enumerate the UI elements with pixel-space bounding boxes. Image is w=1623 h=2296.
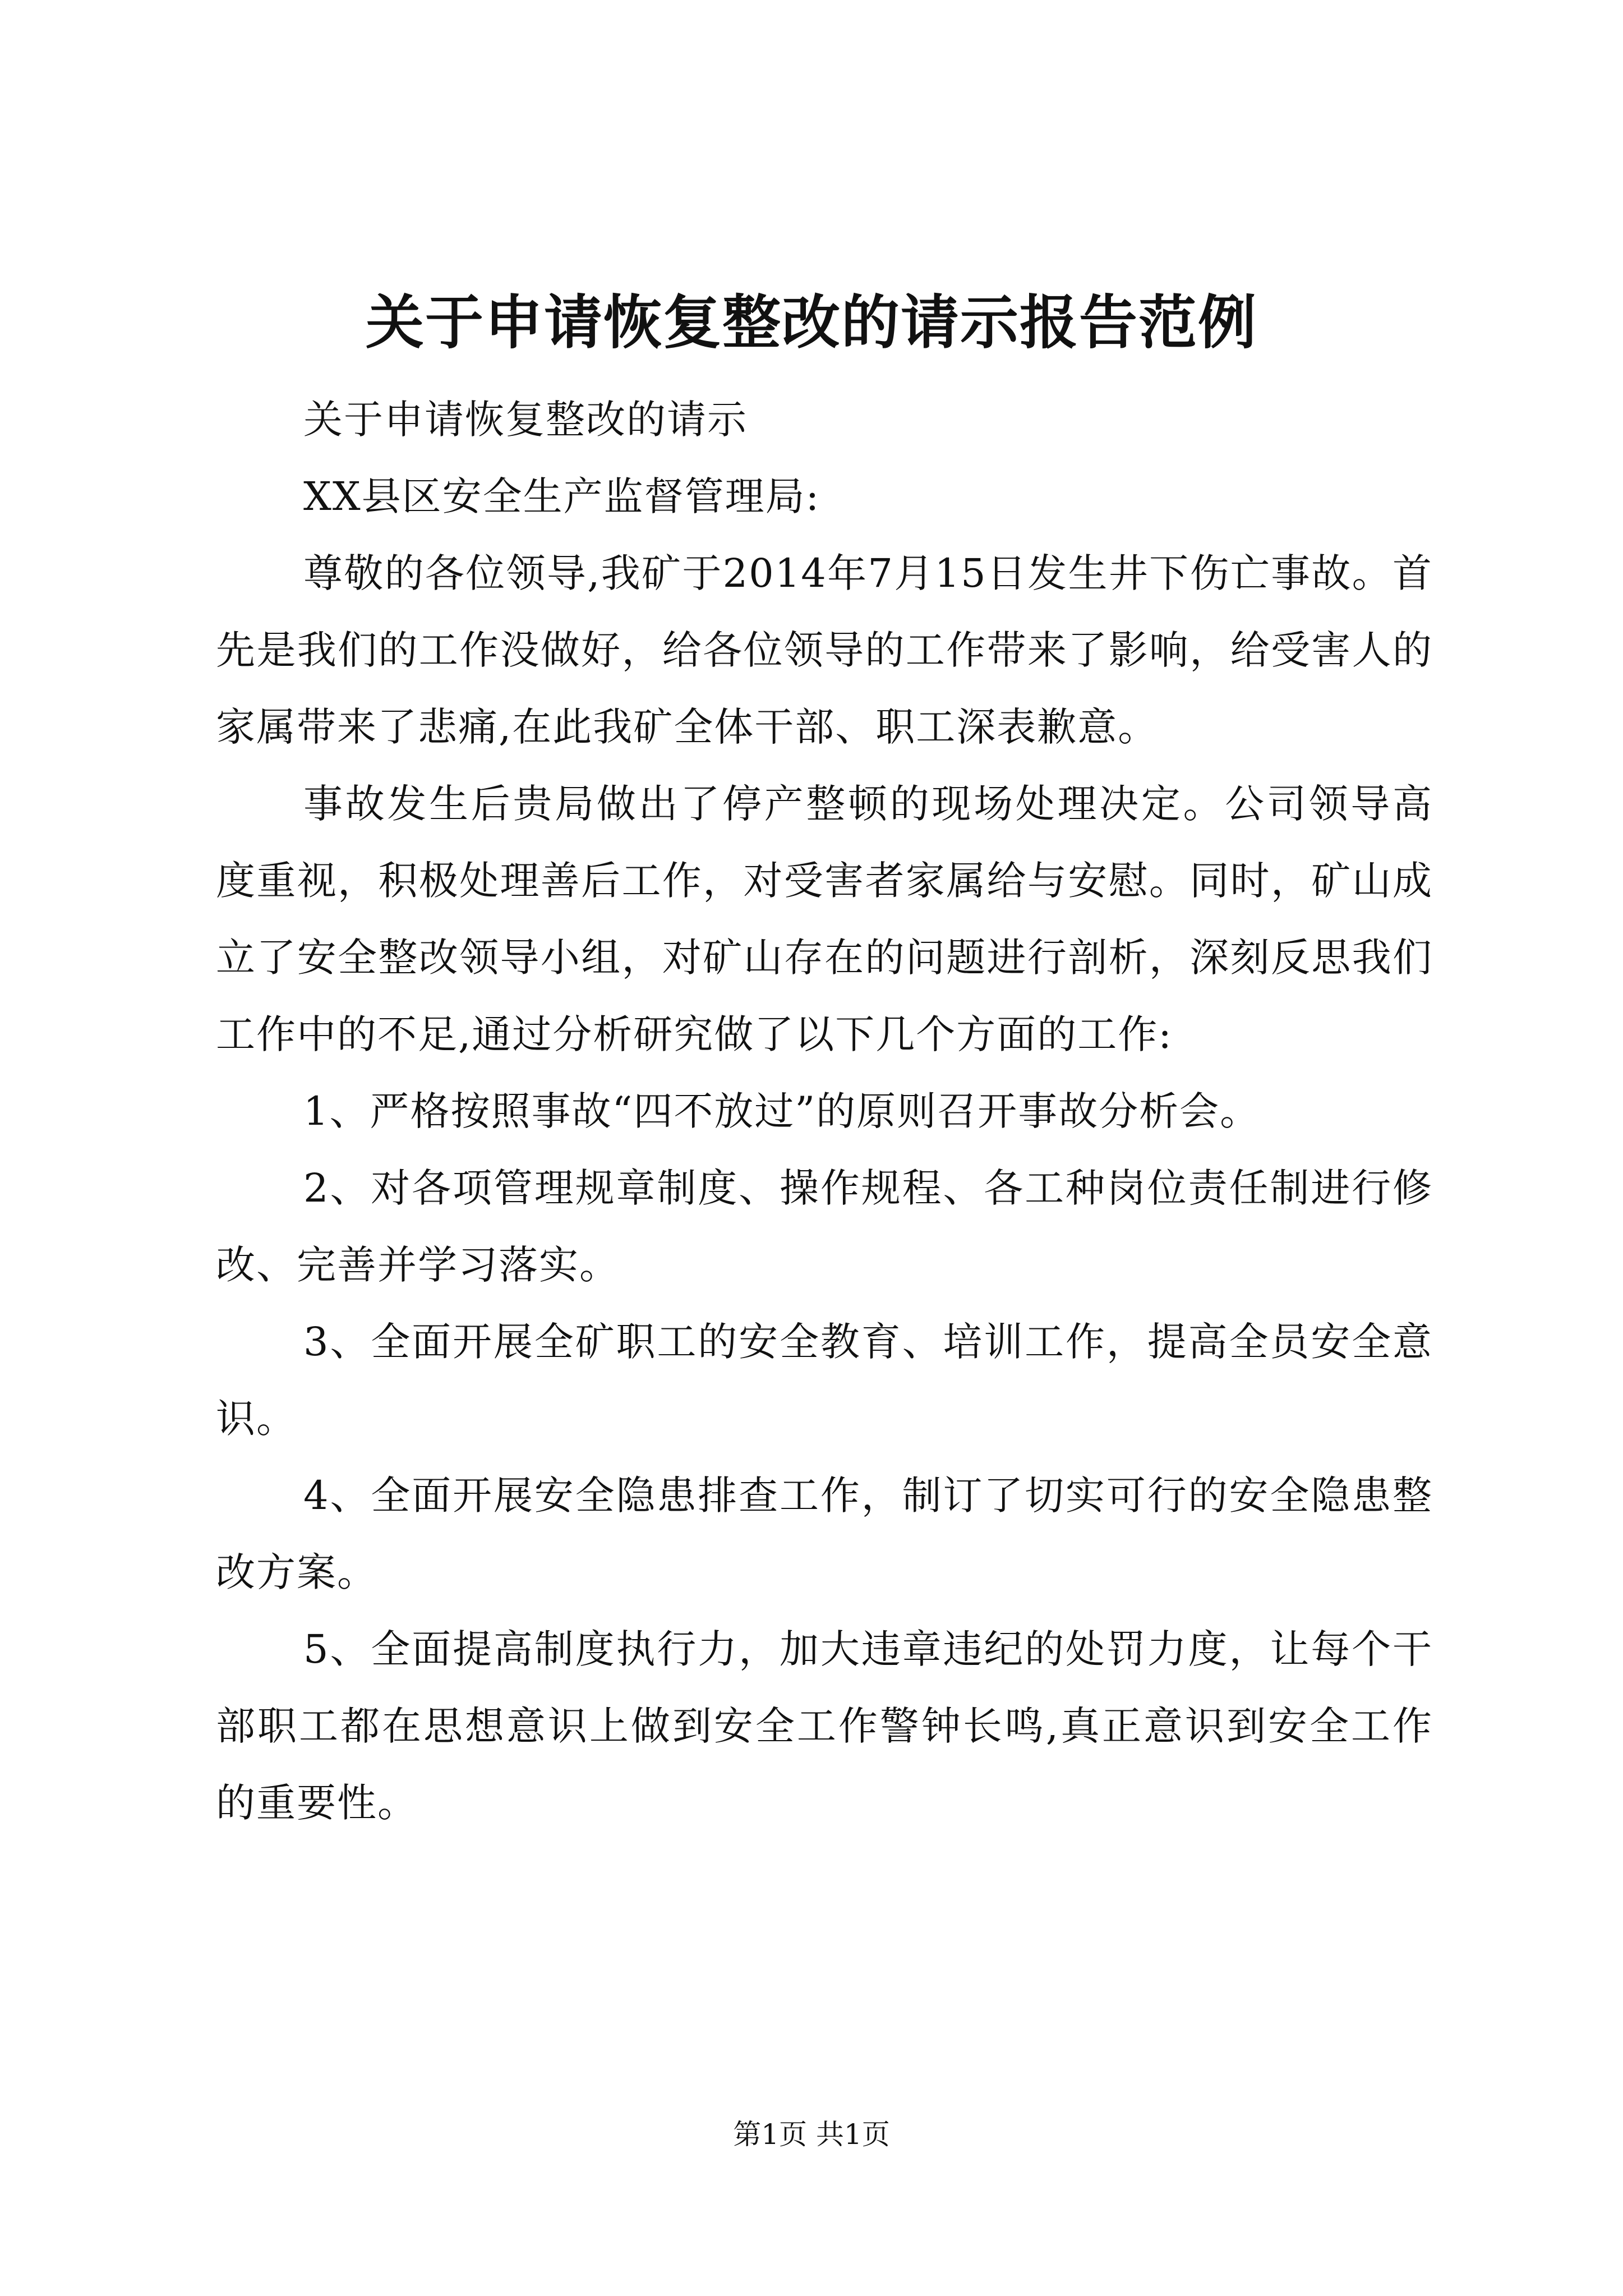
page-number: 第1页 共1页 (733, 2118, 890, 2151)
paragraph-apology: 尊敬的各位领导,我矿于2014年7月15日发生井下伤亡事故。首先是我们的工作没做好，给各位领导的工作带来了影响，给受害人的家属带来了悲痛,在此我矿全体干部、职工深表歉意。 (216, 550, 1433, 750)
subject-line: 关于申请恢复整改的请示 (303, 397, 748, 443)
document-body (216, 381, 1433, 1842)
list-item-1: 1、严格按照事故“四不放过”的原则召开事故分析会。 (303, 1088, 1261, 1134)
paragraph-measures-intro: 事故发生后贵局做出了停产整顿的现场处理决定。公司领导高度重视，积极处理善后工作，对受害者家属给与安慰。同时，矿山成立了安全整改领导小组，对矿山存在的问题进行剖析，深刻反思我们工作中的不足,通过分析研究做了以下几个方面的工作: (216, 781, 1433, 1057)
list-item-3: 3、全面开展全矿职工的安全教育、培训工作，提高全员安全意识。 (216, 1319, 1433, 1442)
recipient-line: XX县区安全生产监督管理局: (303, 473, 820, 519)
document-title: 关于申请恢复整改的请示报告范例 (365, 288, 1257, 357)
list-item-5: 5、全面提高制度执行力，加大违章违纪的处罚力度，让每个干部职工都在思想意识上做到安全工作警钟长鸣,真正意识到安全工作的重要性。 (216, 1626, 1433, 1826)
list-item-4: 4、全面开展安全隐患排查工作，制订了切实可行的安全隐患整改方案。 (216, 1473, 1433, 1595)
list-item-2: 2、对各项管理规章制度、操作规程、各工种岗位责任制进行修改、完善并学习落实。 (216, 1165, 1433, 1288)
